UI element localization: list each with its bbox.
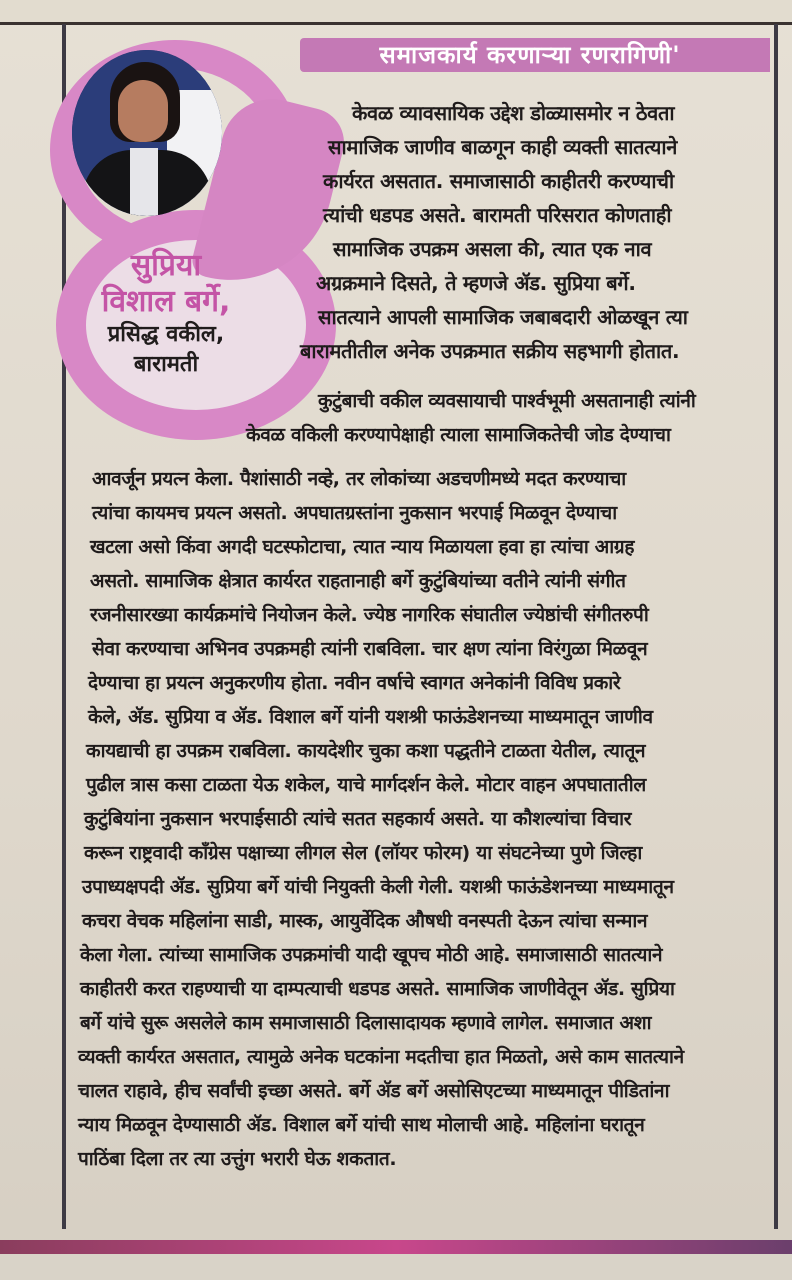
article-line: चालत राहावे, हीच सर्वांची इच्छा असते. बर्गे ॲड बर्गे असोसिएटच्या माध्यमातून पीडितांना xyxy=(78,1080,670,1102)
article-line: त्यांची धडपड असते. बारामती परिसरात कोणताही xyxy=(323,203,672,227)
article-line: सामाजिक जाणीव बाळगून काही व्यक्ती सातत्याने xyxy=(328,135,678,159)
profile-caption xyxy=(66,248,266,380)
article-line: खटला असो किंवा अगदी घटस्फोटाचा, त्यात न्याय मिळायला हवा हा त्यांचा आग्रह xyxy=(90,536,635,558)
article-line: बारामतीतील अनेक उपक्रमात सक्रीय सहभागी होतात. xyxy=(300,339,680,363)
article-line: कायद्याची हा उपक्रम राबविला. कायदेशीर चुका कशा पद्धतीने टाळता येतील, त्यातून xyxy=(86,740,646,762)
article-line: सेवा करण्याचा अभिनव उपक्रमही त्यांनी राबविला. चार क्षण त्यांना विरंगुळा मिळवून xyxy=(92,638,648,660)
photo-face xyxy=(118,80,168,142)
article-line: बर्गे यांचे सुरू असलेले काम समाजासाठी दिलासादायक म्हणावे लागेल. समाजात अशा xyxy=(80,1012,652,1034)
article-line: अग्रक्रमाने दिसते, ते म्हणजे ॲड. सुप्रिया बर्गे. xyxy=(316,271,636,295)
article-line: त्यांचा कायमच प्रयत्न असतो. अपघातग्रस्तांना नुकसान भरपाई मिळवून देण्याचा xyxy=(92,502,617,524)
article-line: व्यक्ती कार्यरत असतात, त्यामुळे अनेक घटकांना मदतीचा हात मिळतो, असे काम सातत्याने xyxy=(78,1046,684,1068)
article-line: असतो. सामाजिक क्षेत्रात कार्यरत राहतानाही बर्गे कुटुंबियांच्या वतीने त्यांनी संगीत xyxy=(90,570,626,592)
article-line: रजनीसारख्या कार्यक्रमांचे नियोजन केले. ज्येष्ठ नागरिक संघातील ज्येष्ठांची संगीतरुपी xyxy=(90,604,649,626)
article-line: केले, ॲड. सुप्रिया व ॲड. विशाल बर्गे यांनी यशश्री फाऊंडेशनच्या माध्यमातून जाणीव xyxy=(88,706,653,728)
article-line: करून राष्ट्रवादी काँग्रेस पक्षाच्या लीगल सेल (लॉयर फोरम) या संघटनेच्या पुणे जिल्हा xyxy=(84,842,642,864)
article-line: कचरा वेचक महिलांना साडी, मास्क, आयुर्वेदिक औषधी वनस्पती देऊन त्यांचा सन्मान xyxy=(82,910,648,932)
profile-name-line1: सुप्रिया xyxy=(130,248,202,283)
article-line: केवळ वकिली करण्यापेक्षाही त्याला सामाजिकतेची जोड देण्याचा xyxy=(246,424,671,446)
profile-designation-line2: बारामती xyxy=(133,352,199,377)
bottom-color-band xyxy=(0,1240,792,1254)
photo-shirt xyxy=(130,148,158,216)
article-line: आवर्जून प्रयत्न केला. पैशांसाठी नव्हे, तर लोकांच्या अडचणीमध्ये मदत करण्याचा xyxy=(92,468,626,490)
article-line: पाठिंबा दिला तर त्या उत्तुंग भरारी घेऊ शकतात. xyxy=(78,1148,397,1170)
profile-name-line2: विशाल बर्गे, xyxy=(101,284,231,319)
headline: समाजकार्य करणाऱ्या रणरागिणी' xyxy=(379,41,681,69)
article-line: सातत्याने आपली सामाजिक जबाबदारी ओळखून त्या xyxy=(318,305,688,329)
article-line: देण्याचा हा प्रयत्न अनुकरणीय होता. नवीन वर्षाचे स्वागत अनेकांनी विविध प्रकारे xyxy=(88,672,621,694)
top-rule xyxy=(0,0,792,25)
profile-designation-line1: प्रसिद्ध वकील, xyxy=(107,322,225,347)
article-line: काहीतरी करत राहण्याची या दाम्पत्याची धडपड असते. सामाजिक जाणीवेतून ॲड. सुप्रिया xyxy=(80,978,675,1000)
article-line: उपाध्यक्षपदी ॲड. सुप्रिया बर्गे यांची नियुक्ती केली गेली. यशश्री फाऊंडेशनच्या माध्यमातून xyxy=(82,876,674,898)
article-line: केवळ व्यावसायिक उद्देश डोळ्यासमोर न ठेवता xyxy=(352,101,675,125)
article-line: पुढील त्रास कसा टाळता येऊ शकेल, याचे मार्गदर्शन केले. मोटार वाहन अपघातातील xyxy=(86,774,646,796)
bottom-margin xyxy=(0,1254,792,1280)
article-line: कुटुंबाची वकील व्यवसायाची पार्श्वभूमी असतानाही त्यांनी xyxy=(318,390,696,412)
article-line: केला गेला. त्यांच्या सामाजिक उपक्रमांची यादी खूपच मोठी आहे. समाजासाठी सातत्याने xyxy=(80,944,663,966)
article-line: न्याय मिळवून देण्यासाठी ॲड. विशाल बर्गे यांची साथ मोलाची आहे. महिलांना घरातून xyxy=(78,1114,645,1136)
article-line: सामाजिक उपक्रम असला की, त्यात एक नाव xyxy=(333,237,652,261)
article-line: कुटुंबियांना नुकसान भरपाईसाठी त्यांचे सतत सहकार्य असते. या कौशल्यांचा विचार xyxy=(84,808,632,830)
profile-photo xyxy=(72,50,222,216)
article-line: कार्यरत असतात. समाजासाठी काहीतरी करण्याची xyxy=(323,169,674,193)
